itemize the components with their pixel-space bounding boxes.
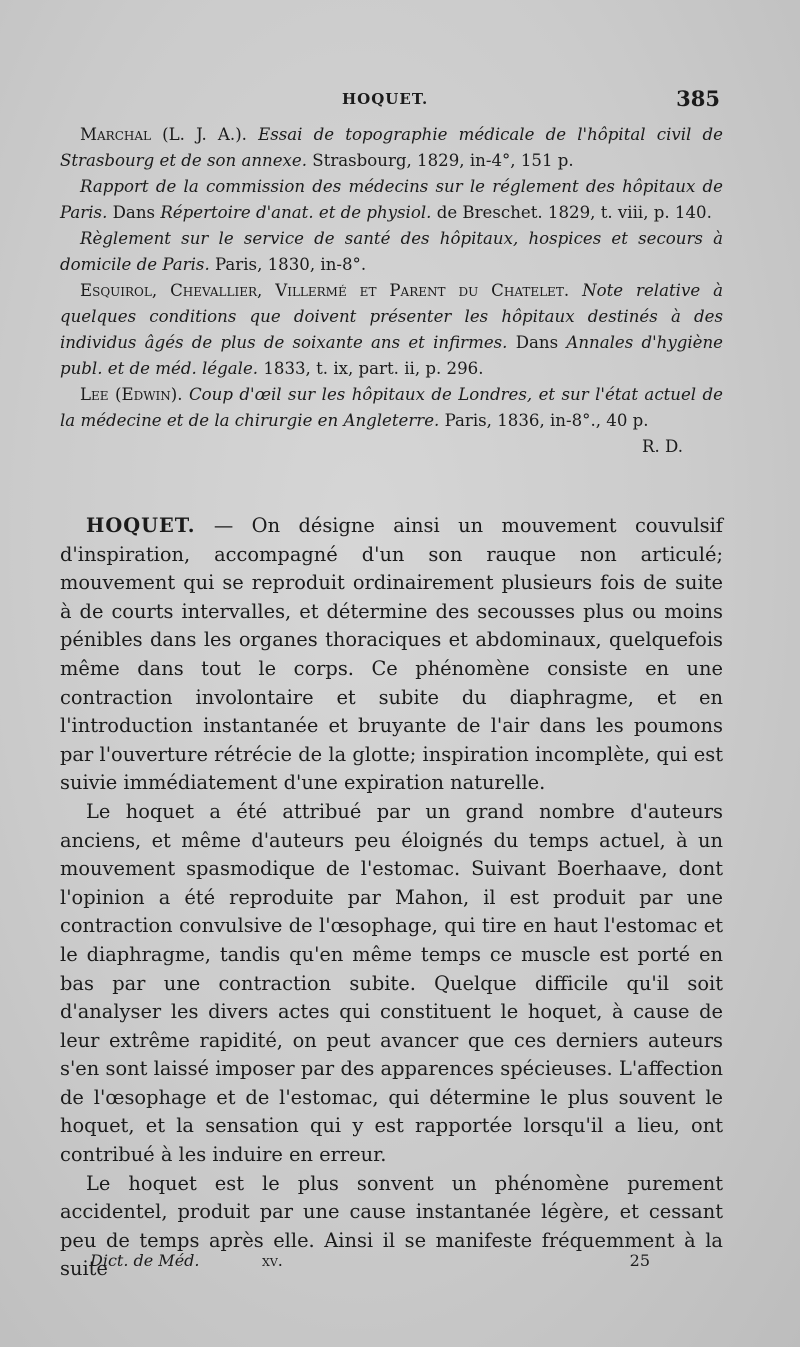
- signature-mark: Dict. de Méd.: [90, 1251, 200, 1270]
- signature: R. D.: [641, 437, 683, 456]
- article-paragraph: Le hoquet est le plus sonvent un phénomène purement accidentel, produit par une cause instantanée légère, et cessant peu de temps après elle. Ainsi il se manifeste fréquemment à la suite: [60, 1171, 723, 1281]
- page-number: 385: [676, 86, 720, 111]
- bib-entry: Esquirol, Chevallier, Villermé et Parent du Chatelet. Note relative à quelques conditions que doivent présenter les hôpitaux destinés à des individus âgés de plus de soixante ans et infirmes. Dans Annales d'hygiène publ. et de méd. légale. 1833, t. ix, part. ii, p. 296.: [60, 281, 723, 378]
- running-title: HOQUET.: [342, 90, 429, 108]
- bib-entry: Lee (Edwin). Coup d'œil sur les hôpitaux de Londres, et sur l'état actuel de la médecine et de la chirurgie en Angleterre. Paris, 1836, in-8°., 40 p.: [60, 385, 723, 430]
- sheet-number: 25: [629, 1251, 650, 1270]
- signature-line: [60, 434, 723, 460]
- article-paragraph: Le hoquet a été attribué par un grand nombre d'auteurs anciens, et même d'auteurs peu éloignés du temps actuel, à un mouvement spasmodique de l'estomac. Suivant Boerhaave, dont l'opinion a été reproduite par Mahon, il est produit par une contraction convulsive de l'œsophage, qui tire en haut l'estomac et le diaphragme, tandis qu'en même temps ce muscle est porté en bas par une contraction subite. Quelque difficile qu'il soit d'analyser les divers actes qui constituent le hoquet, à cause de leur extrême rapidité, on peut avancer que ces derniers auteurs s'en sont laissé imposer par des apparences spécieuses. L'affection de l'œsophage et de l'estomac, qui détermine le plus souvent le hoquet, et la sensation qui y est rapportée lorsqu'il a lieu, ont contribué à les induire en erreur.: [60, 799, 723, 1167]
- article-body: [60, 512, 723, 1284]
- bib-entry: Marchal (L. J. A.). Essai de topographie médicale de l'hôpital civil de Strasbourg et de son annexe. Strasbourg, 1829, in-4°, 151 p.: [60, 125, 723, 170]
- bib-entry: Rapport de la commission des médecins sur le réglement des hôpitaux de Paris. Dans Répertoire d'anat. et de physiol. de Breschet. 1829, t. viii, p. 140.: [60, 177, 723, 222]
- page-header: [60, 86, 720, 114]
- volume-number: xv.: [262, 1251, 283, 1270]
- article-paragraph: HOQUET. — On désigne ainsi un mouvement couvulsif d'inspiration, accompagné d'un son rauque non articulé; mouvement qui se reproduit ordinairement plusieurs fois de suite à de courts intervalles, et détermine des secousses plus ou moins pénibles dans les organes thoraciques et abdominaux, quelquefois même dans tout le corps. Ce phénomène consiste en une contraction involontaire et subite du diaphragme, et en l'introduction instantanée et bruyante de l'air dans les poumons par l'ouverture rétrécie de la glotte; inspiration incomplète, qui est suivie immédiatement d'une expiration naturelle.: [60, 514, 723, 795]
- headword: HOQUET.: [86, 514, 196, 537]
- bib-entry: Règlement sur le service de santé des hôpitaux, hospices et secours à domicile de Paris. Paris, 1830, in-8°.: [60, 229, 723, 274]
- bibliography: [60, 122, 723, 460]
